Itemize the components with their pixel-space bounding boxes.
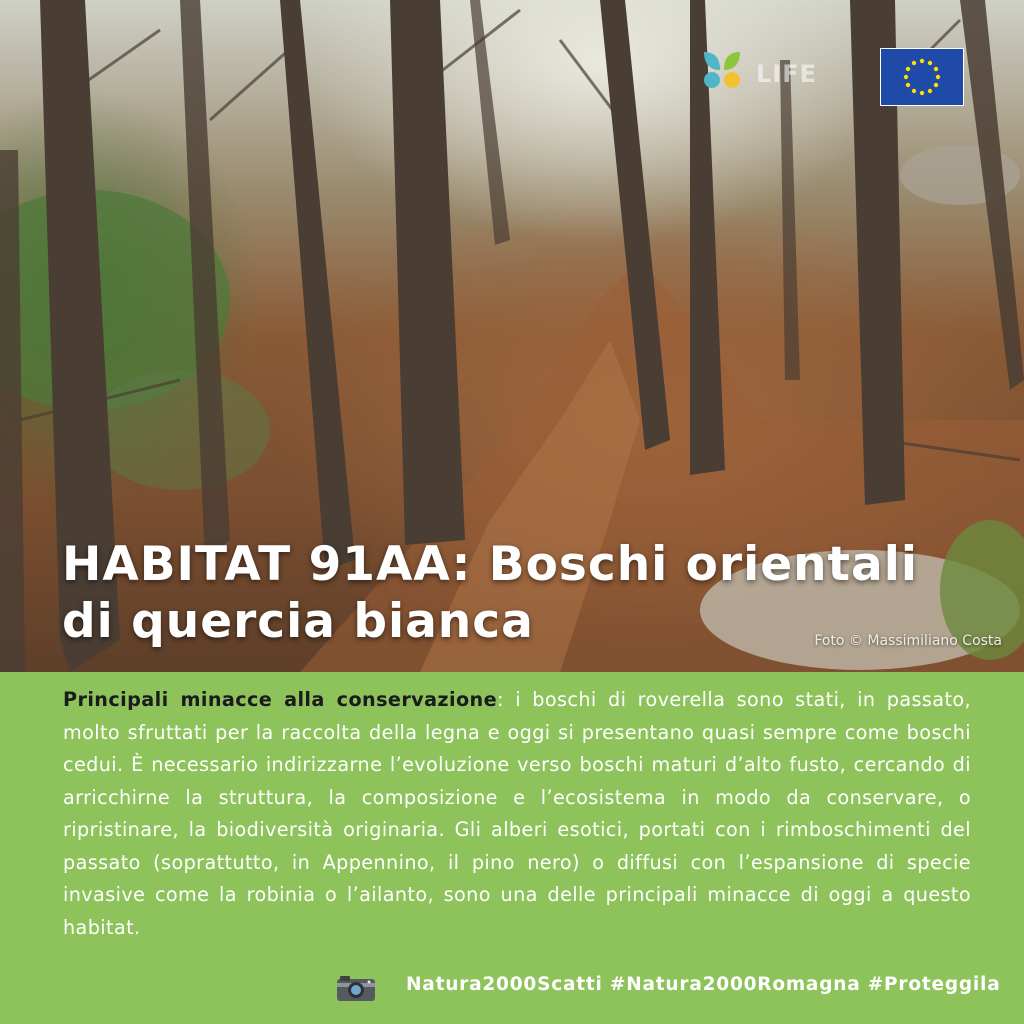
title-line-2: di quercia bianca — [62, 594, 534, 649]
photo-credit: Foto © Massimiliano Costa — [814, 633, 1002, 649]
body-text: : i boschi di roverella sono stati, in passato, molto sfruttati per la raccolta della legna e oggi si presentano quasi sempre come boschi cedui. È necessario indirizzarne l’evoluzione verso boschi maturi d’alto fusto, cercando di arricchirne la struttura, la composizione e l’ecosistema in modo da conservare, o ripristinare, la biodiversità originaria. Gli alberi esotici, portati con i rimboschimenti del passato (soprattutto, in Appennino, il pino nero) o diffusi con l’espansione di specie invasive come la robinia o l’ailanto, sono una delle principali minacce di oggi a questo habitat. — [63, 688, 972, 939]
partner-logo-text: LIFE — [756, 60, 818, 88]
eu-flag-icon — [880, 48, 964, 106]
leaf-logo-icon — [700, 48, 744, 92]
hashtags: Natura2000Scatti #Natura2000Romagna #Proteggila — [406, 974, 1001, 995]
footer — [336, 970, 1016, 1006]
title-line-1: HABITAT 91AA: Boschi orientali — [62, 537, 918, 592]
body-lead: Principali minacce alla conservazione — [63, 688, 498, 711]
camera-icon — [336, 974, 376, 1002]
body-paragraph — [63, 684, 971, 944]
